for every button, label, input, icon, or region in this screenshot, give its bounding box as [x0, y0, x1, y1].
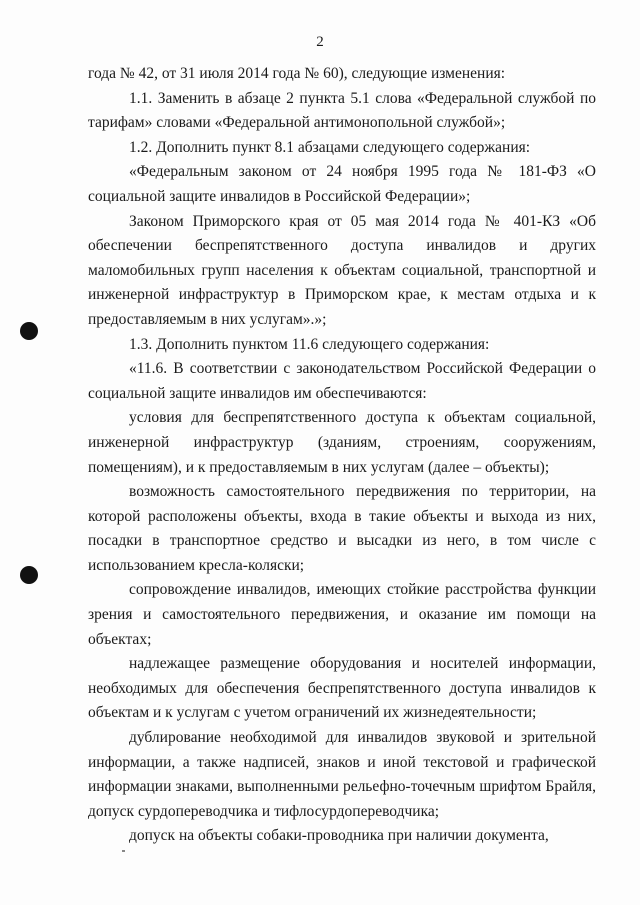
binder-hole-mark [20, 566, 38, 584]
paragraph-equipment: надлежащее размещение оборудования и носителей информации, необходимых для обеспечения беспрепятственного доступа инвалидов к объектам и к услугам с учетом ограничений их жизнедеятельности; [88, 655, 596, 722]
paragraph-escort: сопровождение инвалидов, имеющих стойкие расстройства функции зрения и самостоятельного передвижения, и оказание им помощи на объектах; [88, 581, 596, 648]
paragraph-movement: возможность самостоятельного передвижения по территории, на которой расположены объекты, входа в такие объекты и выхода из них, посадки в транспортное средство и высадки из него, в том числе с использованием кресла-коляски; [88, 483, 596, 574]
paragraph-continuation: года № 42, от 31 июля 2014 года № 60), следующие изменения: [88, 65, 506, 82]
paragraph-regional-law: Законом Приморского края от 05 мая 2014 года № 401-КЗ «Об обеспечении беспрепятственного доступа инвалидов и других маломобильных групп населения к объектам социальной, транспортной и инженерной инфраструктур в Приморском крае, к местам отдыха и к предоставляемым в них услугам».»; [88, 212, 596, 328]
scan-speck [122, 850, 125, 852]
binder-hole-mark [20, 322, 38, 340]
document-body [88, 62, 596, 849]
paragraph-access-conditions: условия для беспрепятственного доступа к объектам социальной, инженерной инфраструктур (зданиям, строениям, сооружениям, помещениям), и к предоставляемым в них услугам (далее – объекты); [88, 409, 596, 476]
paragraph-duplication: дублирование необходимой для инвалидов звуковой и зрительной информации, а также надписей, знаков и иной текстовой и графической информации знаками, выполненными рельефно-точечным шрифтом Брайля, допуск сурдопереводчика и тифлосурдопереводчика; [88, 729, 596, 820]
paragraph-1-3: 1.3. Дополнить пунктом 11.6 следующего содержания: [129, 335, 490, 353]
page-number: 2 [316, 34, 324, 50]
paragraph-1-2: 1.2. Дополнить пункт 8.1 абзацами следующего содержания: [129, 138, 531, 156]
paragraph-11-6: «11.6. В соответствии с законодательством Российской Федерации о социальной защите инвалидов им обеспечиваются: [88, 360, 596, 402]
paragraph-guide-dog: допуск на объекты собаки-проводника при наличии документа, [129, 827, 549, 845]
paragraph-1-1: 1.1. Заменить в абзаце 2 пункта 5.1 слова «Федеральной службой по тарифам» словами «Федеральной антимонопольной службой»; [88, 89, 596, 132]
paragraph-federal-law: «Федеральным законом от 24 ноября 1995 года № 181-ФЗ «О социальной защите инвалидов в Российской Федерации»; [88, 163, 596, 205]
